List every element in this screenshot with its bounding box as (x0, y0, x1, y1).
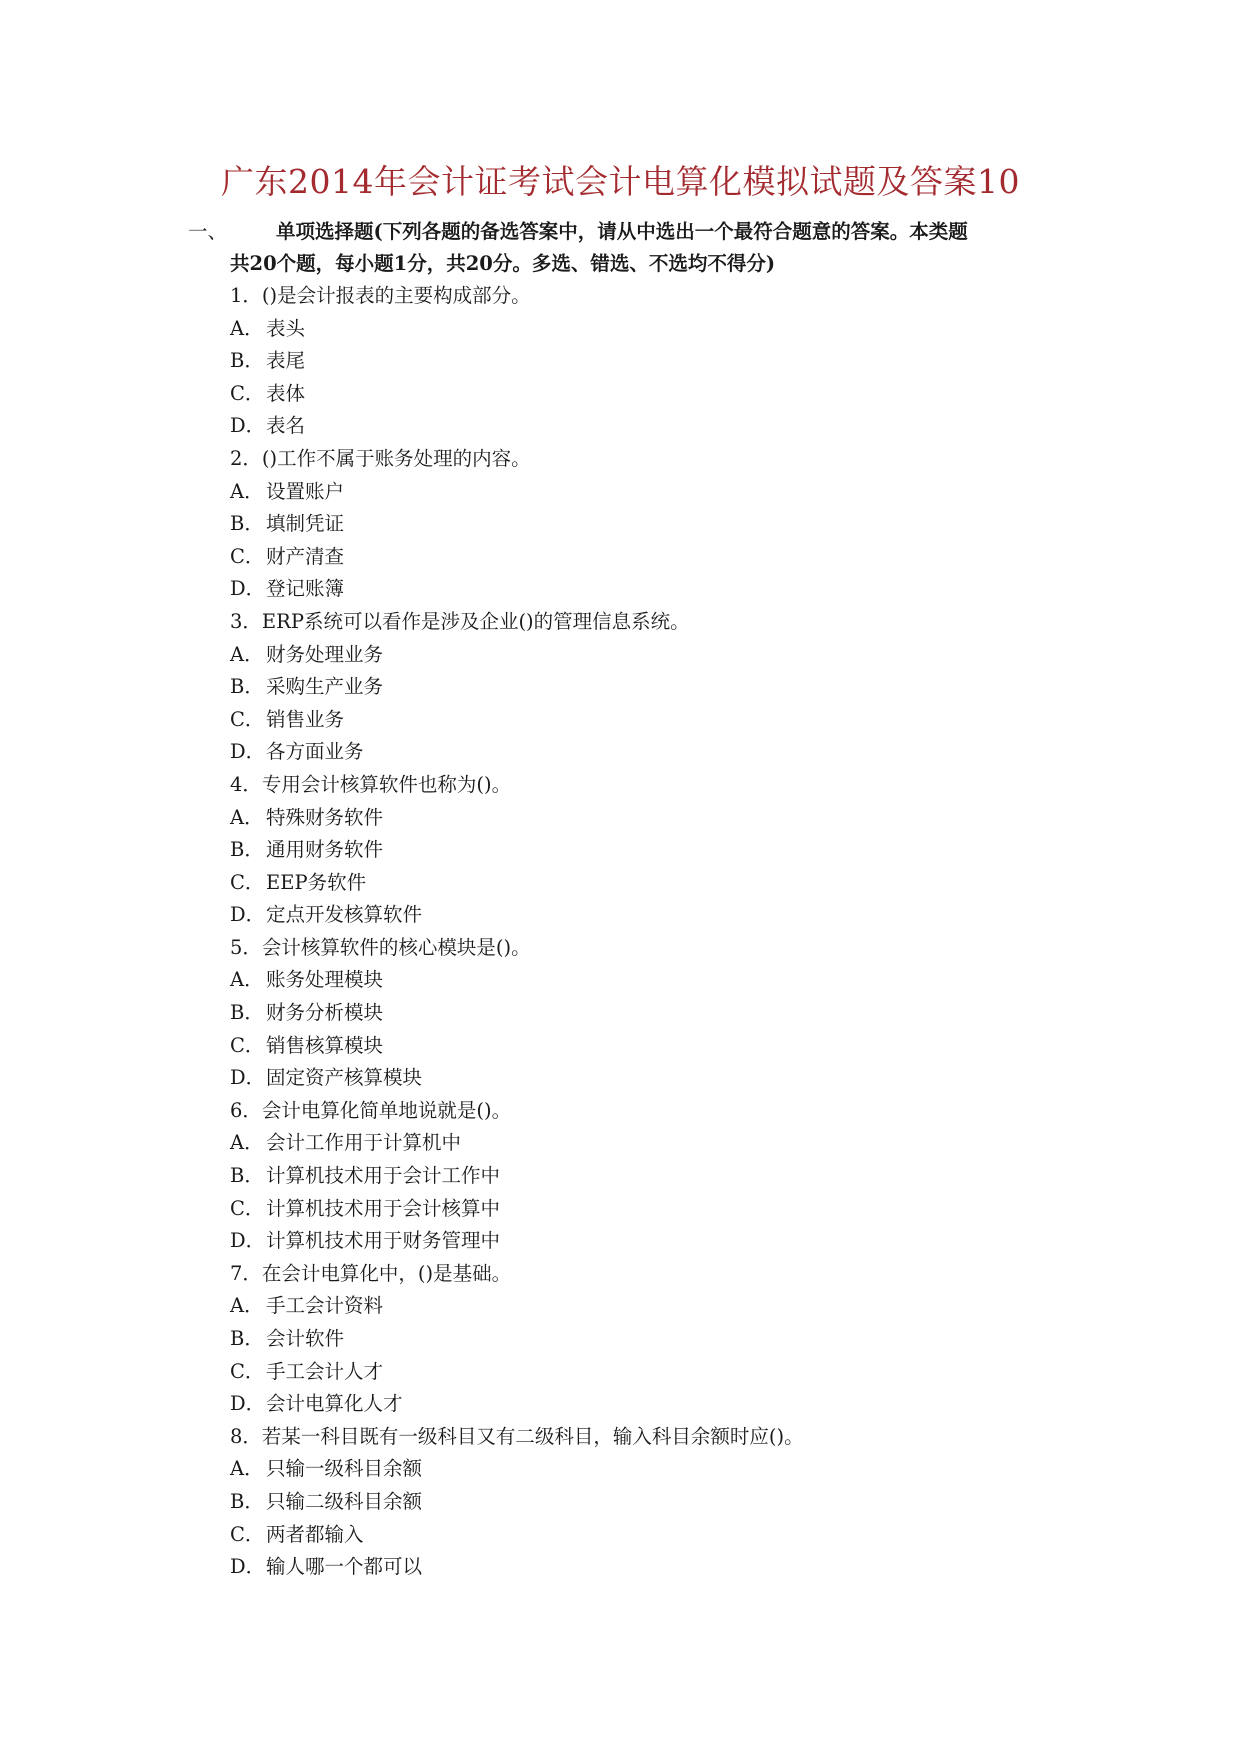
question-stem: 6．会计电算化简单地说就是()。 (230, 1098, 512, 1122)
section-number: 一、 (188, 220, 228, 243)
option-text: 计算机技术用于会计工作中 (266, 1164, 501, 1188)
option-label: D． (230, 577, 266, 601)
option-text: 只输二级科目余额 (266, 1489, 423, 1513)
answer-option (230, 1519, 1130, 1552)
option-label: B． (230, 1327, 264, 1350)
option-label: A． (230, 1457, 264, 1481)
option-label: A． (230, 642, 264, 666)
option-label: A． (230, 968, 264, 992)
option-label: B． (230, 1001, 264, 1025)
option-text: 销售核算模块 (266, 1033, 384, 1057)
option-label: B． (230, 512, 264, 536)
answer-option (230, 1160, 1130, 1193)
answer-option (230, 1453, 1130, 1486)
section-instructions-line2: 共20个题，每小题1分，共20分。多选、错选、不选均不得分) (230, 252, 776, 275)
option-text: 设置账户 (266, 479, 345, 503)
option-text: 定点开发核算软件 (266, 903, 423, 927)
answer-option (230, 802, 1130, 835)
question-stem: 3．ERP系统可以看作是涉及企业()的管理信息系统。 (230, 609, 690, 633)
option-text: 各方面业务 (266, 740, 364, 764)
option-label: C． (230, 1033, 265, 1057)
option-text: 表头 (266, 316, 306, 340)
question-stem: 8．若某一科目既有一级科目又有二级科目，输入科目余额时应()。 (230, 1424, 804, 1448)
option-label: A． (230, 1294, 264, 1318)
option-text: 财务分析模块 (266, 1001, 384, 1025)
answer-option (230, 997, 1130, 1030)
option-text: 手工会计人才 (266, 1359, 384, 1383)
answer-option (230, 899, 1130, 932)
option-text: 通用财务软件 (266, 838, 384, 862)
answer-option (230, 313, 1130, 346)
option-text: 财务处理业务 (266, 642, 384, 666)
section-instructions-line1: 单项选择题(下列各题的备选答案中，请从中选出一个最符合题意的答案。本类题 (276, 220, 968, 243)
option-label: C． (230, 1196, 265, 1220)
option-label: B． (230, 675, 264, 699)
option-label: D． (230, 1392, 266, 1416)
option-text: 会计工作用于计算机中 (266, 1131, 462, 1155)
option-label: D． (230, 1555, 266, 1579)
option-label: A． (230, 1131, 264, 1155)
option-text: 会计软件 (266, 1327, 345, 1350)
option-text: 表尾 (266, 349, 306, 373)
answer-option (230, 378, 1130, 411)
answer-option (230, 476, 1130, 509)
option-label: C． (230, 1522, 265, 1546)
answer-option (230, 508, 1130, 541)
option-label: C． (230, 1359, 265, 1383)
option-label: B． (230, 349, 264, 373)
option-label: B． (230, 1489, 264, 1513)
question-stem: 1．()是会计报表的主要构成部分。 (230, 284, 531, 307)
question-stem: 5．会计核算软件的核心模块是()。 (230, 935, 531, 959)
option-text: 特殊财务软件 (266, 805, 384, 829)
answer-option (230, 1323, 1130, 1356)
answer-option (230, 1388, 1130, 1421)
answer-option (230, 1062, 1130, 1095)
option-text: 填制凭证 (266, 512, 345, 536)
option-text: 登记账簿 (266, 577, 345, 601)
answer-option (230, 704, 1130, 737)
answer-option (230, 964, 1130, 997)
question-stem: 2．()工作不属于账务处理的内容。 (230, 446, 531, 470)
option-label: D． (230, 1066, 266, 1090)
option-text: 计算机技术用于会计核算中 (266, 1196, 501, 1220)
option-text: 只输一级科目余额 (266, 1457, 423, 1481)
answer-option (230, 541, 1130, 574)
option-text: 输人哪一个都可以 (266, 1555, 423, 1579)
option-label: C． (230, 381, 265, 405)
option-label: A． (230, 805, 264, 829)
page-title: 广东2014年会计证考试会计电算化模拟试题及答案10 (221, 162, 1020, 201)
option-label: D． (230, 740, 266, 764)
option-text: 手工会计资料 (266, 1294, 384, 1318)
option-label: A． (230, 479, 264, 503)
answer-option (230, 1551, 1130, 1584)
answer-option (230, 410, 1130, 443)
answer-option (230, 1193, 1130, 1226)
option-label: B． (230, 838, 264, 862)
answer-option (230, 639, 1130, 672)
answer-option (230, 834, 1130, 867)
option-text: 财产清查 (266, 544, 345, 568)
option-label: C． (230, 544, 265, 568)
question-stem: 4．专用会计核算软件也称为()。 (230, 772, 512, 796)
option-label: C． (230, 870, 265, 894)
answer-option (230, 573, 1130, 606)
option-label: A． (230, 316, 264, 340)
answer-option (230, 736, 1130, 769)
option-label: D． (230, 903, 266, 927)
answer-option (230, 1290, 1130, 1323)
option-text: 账务处理模块 (266, 968, 384, 992)
answer-option (230, 867, 1130, 900)
option-text: EEP务软件 (266, 870, 367, 894)
option-label: D． (230, 1229, 266, 1253)
option-text: 采购生产业务 (266, 675, 384, 699)
option-text: 销售业务 (266, 707, 345, 731)
question-stem: 7．在会计电算化中，()是基础。 (230, 1261, 512, 1285)
option-text: 表体 (266, 381, 306, 405)
option-text: 两者都输入 (266, 1522, 364, 1546)
option-text: 会计电算化人才 (266, 1392, 403, 1416)
answer-option (230, 671, 1130, 704)
option-text: 计算机技术用于财务管理中 (266, 1229, 501, 1253)
option-text: 固定资产核算模块 (266, 1066, 423, 1090)
answer-option (230, 1486, 1130, 1519)
option-label: B． (230, 1164, 264, 1188)
option-label: C． (230, 707, 265, 731)
option-text: 表名 (266, 414, 306, 438)
question-list (230, 280, 1130, 1584)
answer-option (230, 1030, 1130, 1063)
option-label: D． (230, 414, 266, 438)
answer-option (230, 1127, 1130, 1160)
answer-option (230, 345, 1130, 378)
answer-option (230, 1356, 1130, 1389)
answer-option (230, 1225, 1130, 1258)
